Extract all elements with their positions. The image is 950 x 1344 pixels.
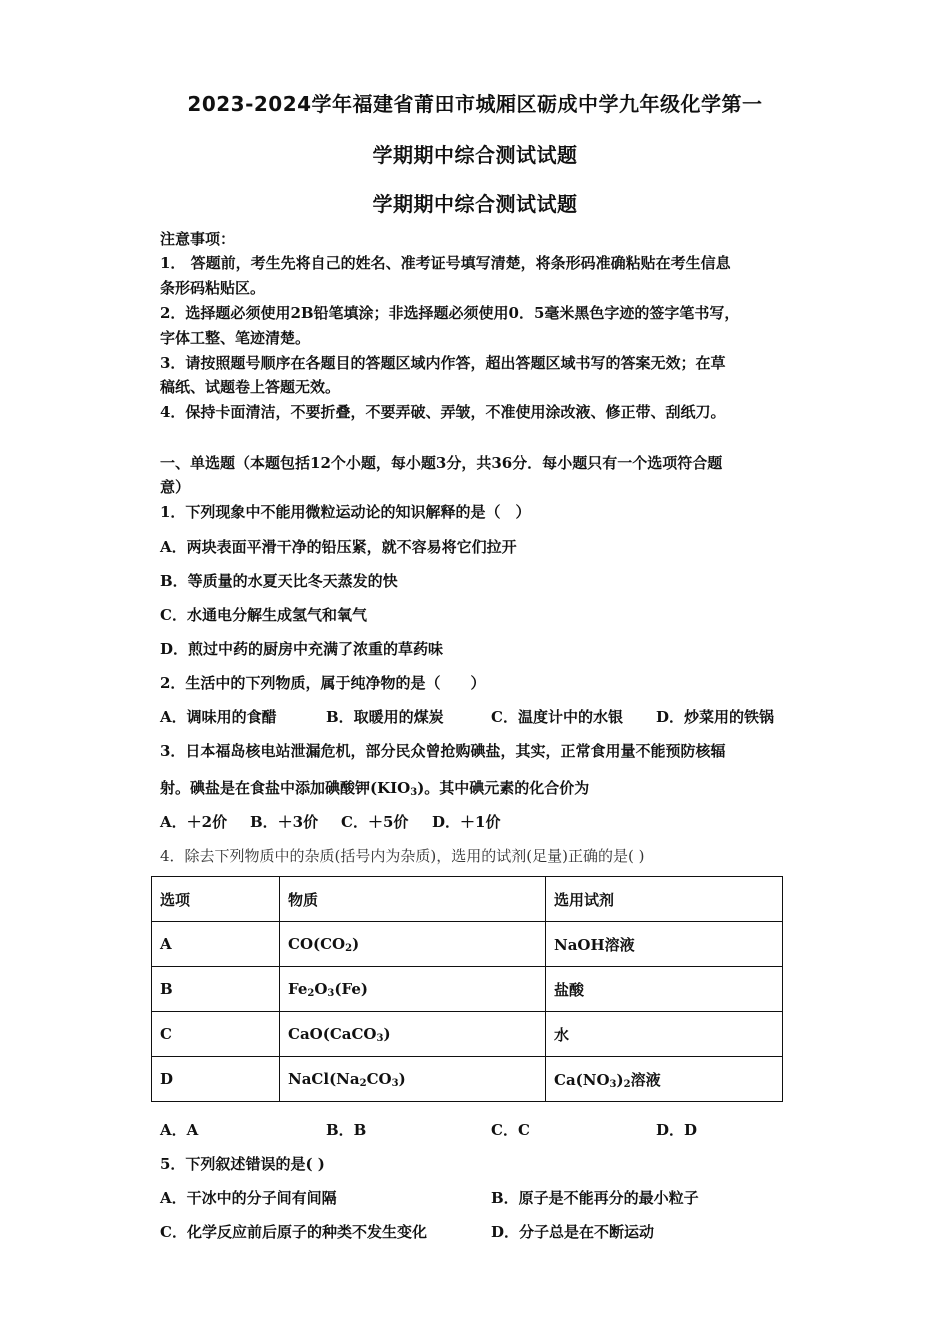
q2-option-a: A．调味用的食醋: [160, 708, 277, 726]
option-cell: D: [152, 1057, 280, 1102]
q3-stem-line-1: 3．日本福岛核电站泄漏危机，部分民众曾抢购碘盐，其实，正常食用量不能预防核辐: [160, 742, 726, 760]
table-row: [152, 1012, 783, 1057]
q1-option-a: A．两块表面平滑干净的铅压紧，就不容易将它们拉开: [160, 538, 517, 556]
table-row: [152, 1057, 783, 1102]
notice-line: 稿纸、试题卷上答题无效。: [160, 378, 341, 396]
q3-option-d: D．＋1价: [432, 813, 501, 831]
notice-line: 3．请按照题号顺序在各题目的答题区域内作答，超出答题区域书写的答案无效；在草: [160, 354, 726, 372]
q5-option-c: C．化学反应前后原子的种类不发生变化: [160, 1223, 427, 1241]
notice-line: 2．选择题必须使用2B铅笔填涂；非选择题必须使用0．5毫米黑色字迹的签字笔书写，: [160, 304, 740, 322]
q2-option-b: B．取暖用的煤炭: [326, 708, 444, 726]
q5-stem: 5．下列叙述错误的是( ): [160, 1155, 325, 1173]
q3-option-c: C．＋5价: [341, 813, 409, 831]
reagent-cell: NaOH溶液: [546, 922, 783, 967]
q2-option-d: D．炒菜用的铁锅: [656, 708, 775, 726]
q1-option-b: B．等质量的水夏天比冬天蒸发的快: [160, 572, 398, 590]
q5-option-a: A．干冰中的分子间有间隔: [160, 1189, 337, 1207]
exam-title-line-3: 学期期中综合测试试题: [372, 192, 578, 216]
notice-line: 1． 答题前，考生先将自己的姓名、准考证号填写清楚，将条形码准确粘贴在考生信息: [160, 254, 731, 272]
substance-cell: CaO(CaCO$_3$): [280, 1012, 546, 1057]
reagent-cell: $Ca(NO_3)_2$溶液: [546, 1057, 783, 1102]
q1-option-d: D．煎过中药的厨房中充满了浓重的草药味: [160, 640, 444, 658]
q3-stem-line-2: 射。碘盐是在食盐中添加碘酸钾$(KIO_3)$。其中碘元素的化合价为: [160, 779, 590, 798]
exam-title-line-1: 2023-2024学年福建省莆田市城厢区砺成中学九年级化学第一: [187, 92, 763, 116]
q2-stem: 2．生活中的下列物质，属于纯净物的是（ ）: [160, 674, 486, 692]
q1-stem: 1．下列现象中不能用微粒运动论的知识解释的是（ ）: [160, 503, 531, 521]
table-row: [152, 967, 783, 1012]
table-row: [152, 922, 783, 967]
q4-stem: 4．除去下列物质中的杂质(括号内为杂质)，选用的试剂(足量)正确的是( ): [160, 847, 645, 865]
notice-line: 4．保持卡面清洁，不要折叠，不要弄破、弄皱，不准使用涂改液、修正带、刮纸刀。: [160, 403, 726, 421]
header-cell: 选项: [152, 877, 280, 922]
q3-option-a: A．＋2价: [160, 813, 228, 831]
q4-option-d: D．D: [656, 1121, 698, 1139]
substance-cell: $Fe_2O_3(Fe)$: [280, 967, 546, 1012]
notice-line: 条形码粘贴区。: [160, 279, 266, 297]
header-cell: 选用试剂: [546, 877, 783, 922]
option-cell: C: [152, 1012, 280, 1057]
notice-line: 字体工整、笔迹清楚。: [160, 329, 311, 347]
reagent-cell: 盐酸: [546, 967, 783, 1012]
q3-option-b: B．＋3价: [250, 813, 319, 831]
option-cell: B: [152, 967, 280, 1012]
table-header-row: [152, 877, 783, 922]
header-cell: 物质: [280, 877, 546, 922]
section-heading: 一、单选题（本题包括12个小题，每小题3分，共36分．每小题只有一个选项符合题: [160, 454, 723, 472]
substance-cell: $NaCl(Na_2CO_3)$: [280, 1057, 546, 1102]
q2-option-c: C．温度计中的水银: [491, 708, 623, 726]
q4-table: [151, 876, 783, 1102]
q5-option-b: B．原子是不能再分的最小粒子: [491, 1189, 699, 1207]
q4-option-a: A．A: [160, 1121, 199, 1139]
exam-title-line-2: 学期期中综合测试试题: [372, 143, 578, 167]
substance-cell: $CO(CO_2)$: [280, 922, 546, 967]
q5-option-d: D．分子总是在不断运动: [491, 1223, 655, 1241]
q4-option-c: C．C: [491, 1121, 530, 1139]
reagent-cell: 水: [546, 1012, 783, 1057]
notice-heading: 注意事项：: [160, 230, 236, 248]
option-cell: A: [152, 922, 280, 967]
q1-option-c: C．水通电分解生成氢气和氧气: [160, 606, 367, 624]
section-heading-cont: 意）: [160, 478, 191, 496]
q4-option-b: B．B: [326, 1121, 367, 1139]
